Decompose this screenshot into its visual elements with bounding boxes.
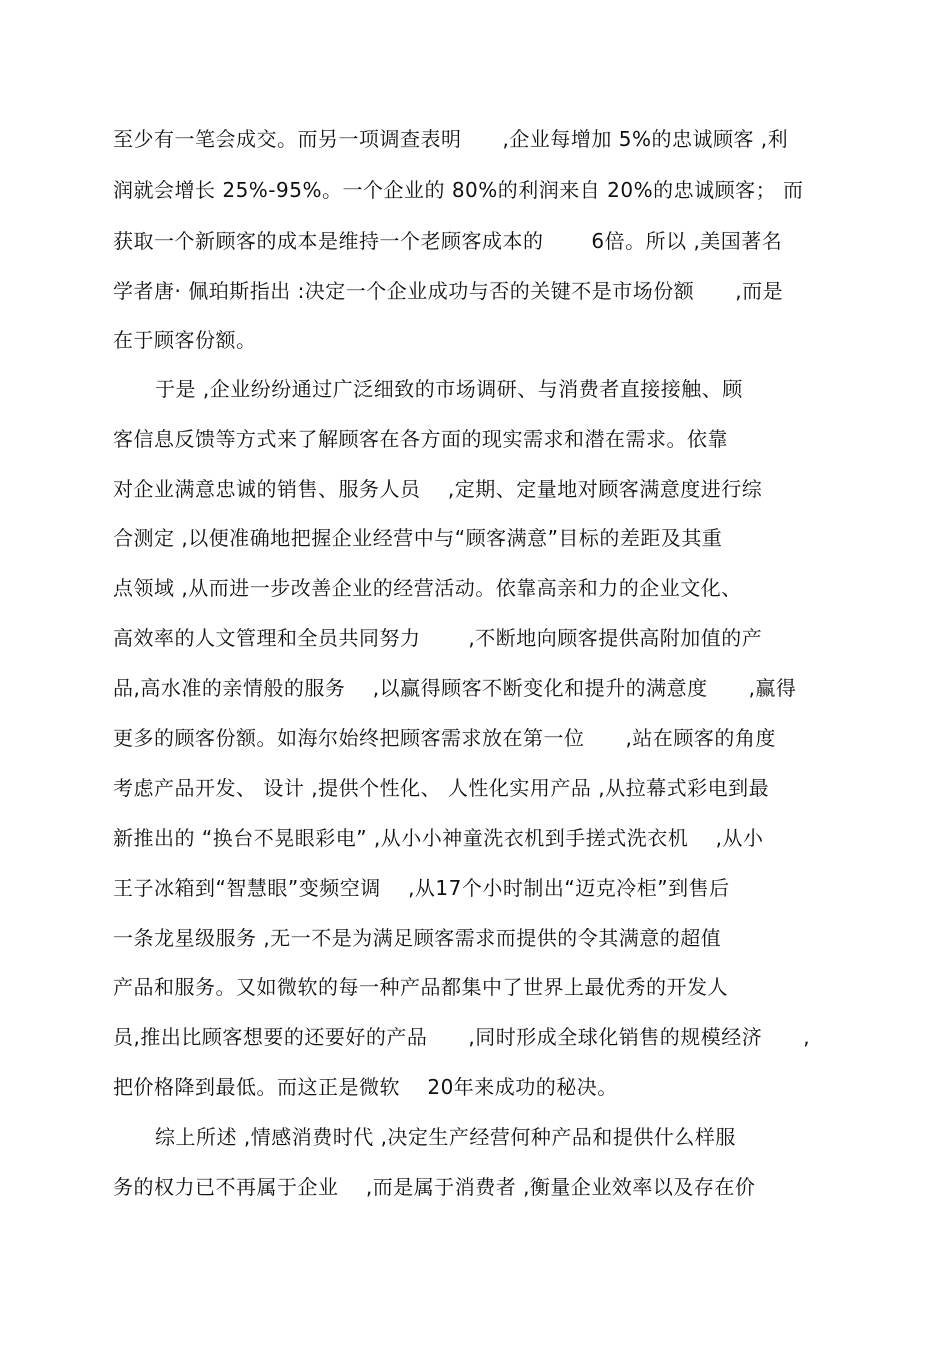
text-line: 产品和服务。又如微软的每一种产品都集中了世界上最优秀的开发人 <box>113 975 728 999</box>
paragraph-start-line: 于是 ,企业纷纷通过广泛细致的市场调研、与消费者直接接触、顾 <box>155 377 743 401</box>
text-line: 获取一个新顾客的成本是维持一个老顾客成本的 6倍。所以 ,美国著名 <box>113 229 783 253</box>
text-line: 高效率的人文管理和全员共同努力 ,不断地向顾客提供高附加值的产 <box>113 626 763 650</box>
text-line: 至少有一笔会成交。而另一项调查表明 ,企业每增加 5%的忠诚顾客 ,利 <box>113 127 789 151</box>
text-line: 品,高水准的亲情般的服务 ,以赢得顾客不断变化和提升的满意度 ,赢得 <box>113 676 797 700</box>
text-line: 务的权力已不再属于企业 ,而是属于消费者 ,衡量企业效率以及存在价 <box>113 1175 756 1199</box>
text-line: 客信息反馈等方式来了解顾客在各方面的现实需求和潜在需求。依靠 <box>113 427 728 451</box>
text-line: 合测定 ,以便准确地把握企业经营中与“顾客满意”目标的差距及其重 <box>113 526 723 550</box>
text-line: 学者唐· 佩珀斯指出 :决定一个企业成功与否的关键不是市场份额 ,而是 <box>113 279 784 303</box>
text-line: 王子冰箱到“智慧眼”变频空调 ,从17个小时制出“迈克冷柜”到售后 <box>113 876 730 900</box>
text-line: 在于顾客份额。 <box>113 328 257 352</box>
text-line: 员,推出比顾客想要的还要好的产品 ,同时形成全球化销售的规模经济 , <box>113 1025 811 1049</box>
text-line: 润就会增长 25%-95%。一个企业的 80%的利润来自 20%的忠诚顾客； 而 <box>113 178 804 202</box>
text-line: 点领域 ,从而进一步改善企业的经营活动。依靠高亲和力的企业文化、 <box>113 576 742 600</box>
text-line: 更多的顾客份额。如海尔始终把顾客需求放在第一位 ,站在顾客的角度 <box>113 726 776 750</box>
text-line: 对企业满意忠诚的销售、服务人员 ,定期、定量地对顾客满意度进行综 <box>113 477 763 501</box>
text-line: 把价格降到最低。而这正是微软 20年来成功的秘决。 <box>113 1075 618 1099</box>
paragraph-start-line: 综上所述 ,情感消费时代 ,决定生产经营何种产品和提供什么样服 <box>155 1125 736 1149</box>
text-line: 一条龙星级服务 ,无一不是为满足顾客需求而提供的令其满意的超值 <box>113 926 722 950</box>
text-line: 新推出的 “换台不晃眼彩电” ,从小小神童洗衣机到手搓式洗衣机 ,从小 <box>113 826 764 850</box>
text-line: 考虑产品开发、 设计 ,提供个性化、 人性化实用产品 ,从拉幕式彩电到最 <box>113 776 770 800</box>
